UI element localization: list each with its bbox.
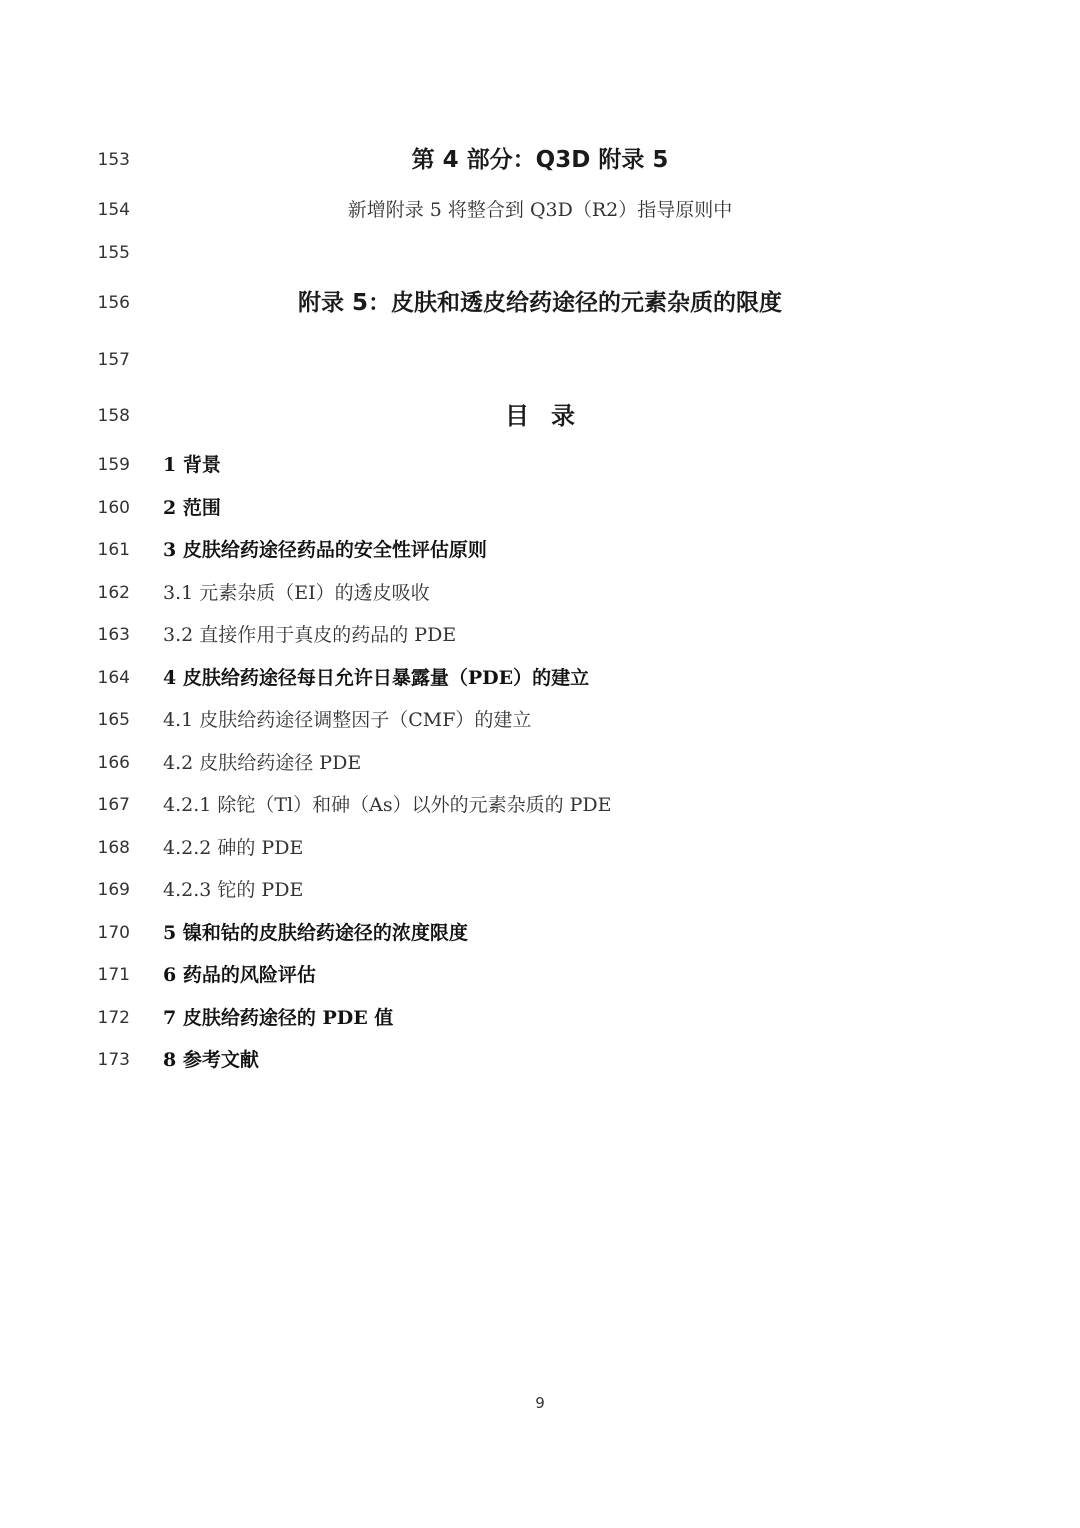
line-number: 158 xyxy=(97,406,130,426)
line-number: 171 xyxy=(97,965,130,985)
toc-entry-text: 3 皮肤给药途径药品的安全性评估原则 xyxy=(163,539,487,561)
line-number: 160 xyxy=(97,498,130,518)
toc-entry-text: 5 镍和钴的皮肤给药途径的浓度限度 xyxy=(163,922,468,944)
toc-heading: 目录 xyxy=(505,402,597,430)
toc-entry xyxy=(0,490,1080,526)
line-number: 157 xyxy=(97,350,130,370)
line-number: 155 xyxy=(97,243,130,263)
toc-entry xyxy=(0,787,1080,823)
line-number: 170 xyxy=(97,923,130,943)
line-number: 154 xyxy=(97,200,130,220)
toc-entry-text: 6 药品的风险评估 xyxy=(163,964,316,986)
line-number: 167 xyxy=(97,795,130,815)
line-number: 163 xyxy=(97,625,130,645)
toc-entry xyxy=(0,957,1080,993)
toc-entry xyxy=(0,702,1080,738)
document-line xyxy=(0,192,1080,228)
toc-entry-text: 4.2.2 砷的 PDE xyxy=(163,837,304,859)
line-number: 159 xyxy=(97,455,130,475)
document-line xyxy=(0,398,1080,434)
part-title: 第 4 部分：Q3D 附录 5 xyxy=(411,147,669,173)
toc-entry xyxy=(0,617,1080,653)
document-line xyxy=(0,285,1080,321)
toc-entry xyxy=(0,575,1080,611)
line-number: 164 xyxy=(97,668,130,688)
toc-entry xyxy=(0,447,1080,483)
toc-entry xyxy=(0,830,1080,866)
toc-entry-text: 4.2.1 除铊（Tl）和砷（As）以外的元素杂质的 PDE xyxy=(163,794,612,816)
line-number: 161 xyxy=(97,540,130,560)
toc-entry xyxy=(0,1042,1080,1078)
line-number: 166 xyxy=(97,753,130,773)
toc-entry-text: 4 皮肤给药途径每日允许日暴露量（PDE）的建立 xyxy=(163,667,590,689)
part-note: 新增附录 5 将整合到 Q3D（R2）指导原则中 xyxy=(347,199,733,221)
page-number: 9 xyxy=(535,1394,545,1412)
toc-entry-text: 8 参考文献 xyxy=(163,1049,259,1071)
toc-entry xyxy=(0,745,1080,781)
toc-entry-text: 2 范围 xyxy=(163,497,221,519)
toc-entry-text: 3.2 直接作用于真皮的药品的 PDE xyxy=(163,624,457,646)
line-number: 169 xyxy=(97,880,130,900)
line-number: 173 xyxy=(97,1050,130,1070)
toc-entry-text: 4.2 皮肤给药途径 PDE xyxy=(163,752,362,774)
document-line xyxy=(0,142,1080,178)
toc-entry xyxy=(0,532,1080,568)
toc-entry-text: 4.1 皮肤给药途径调整因子（CMF）的建立 xyxy=(163,709,532,731)
line-number: 153 xyxy=(97,150,130,170)
line-number: 156 xyxy=(97,293,130,313)
document-line xyxy=(0,342,1080,378)
document-line xyxy=(0,235,1080,271)
toc-entry xyxy=(0,872,1080,908)
line-number: 168 xyxy=(97,838,130,858)
appendix-title: 附录 5：皮肤和透皮给药途径的元素杂质的限度 xyxy=(297,290,782,316)
toc-entry-text: 1 背景 xyxy=(163,454,221,476)
toc-entry xyxy=(0,1000,1080,1036)
line-number: 165 xyxy=(97,710,130,730)
line-number: 162 xyxy=(97,583,130,603)
toc-entry-text: 3.1 元素杂质（EI）的透皮吸收 xyxy=(163,582,430,604)
line-number: 172 xyxy=(97,1008,130,1028)
toc-entry-text: 4.2.3 铊的 PDE xyxy=(163,879,304,901)
toc-entry-text: 7 皮肤给药途径的 PDE 值 xyxy=(163,1007,394,1029)
toc-entry xyxy=(0,660,1080,696)
toc-entry xyxy=(0,915,1080,951)
